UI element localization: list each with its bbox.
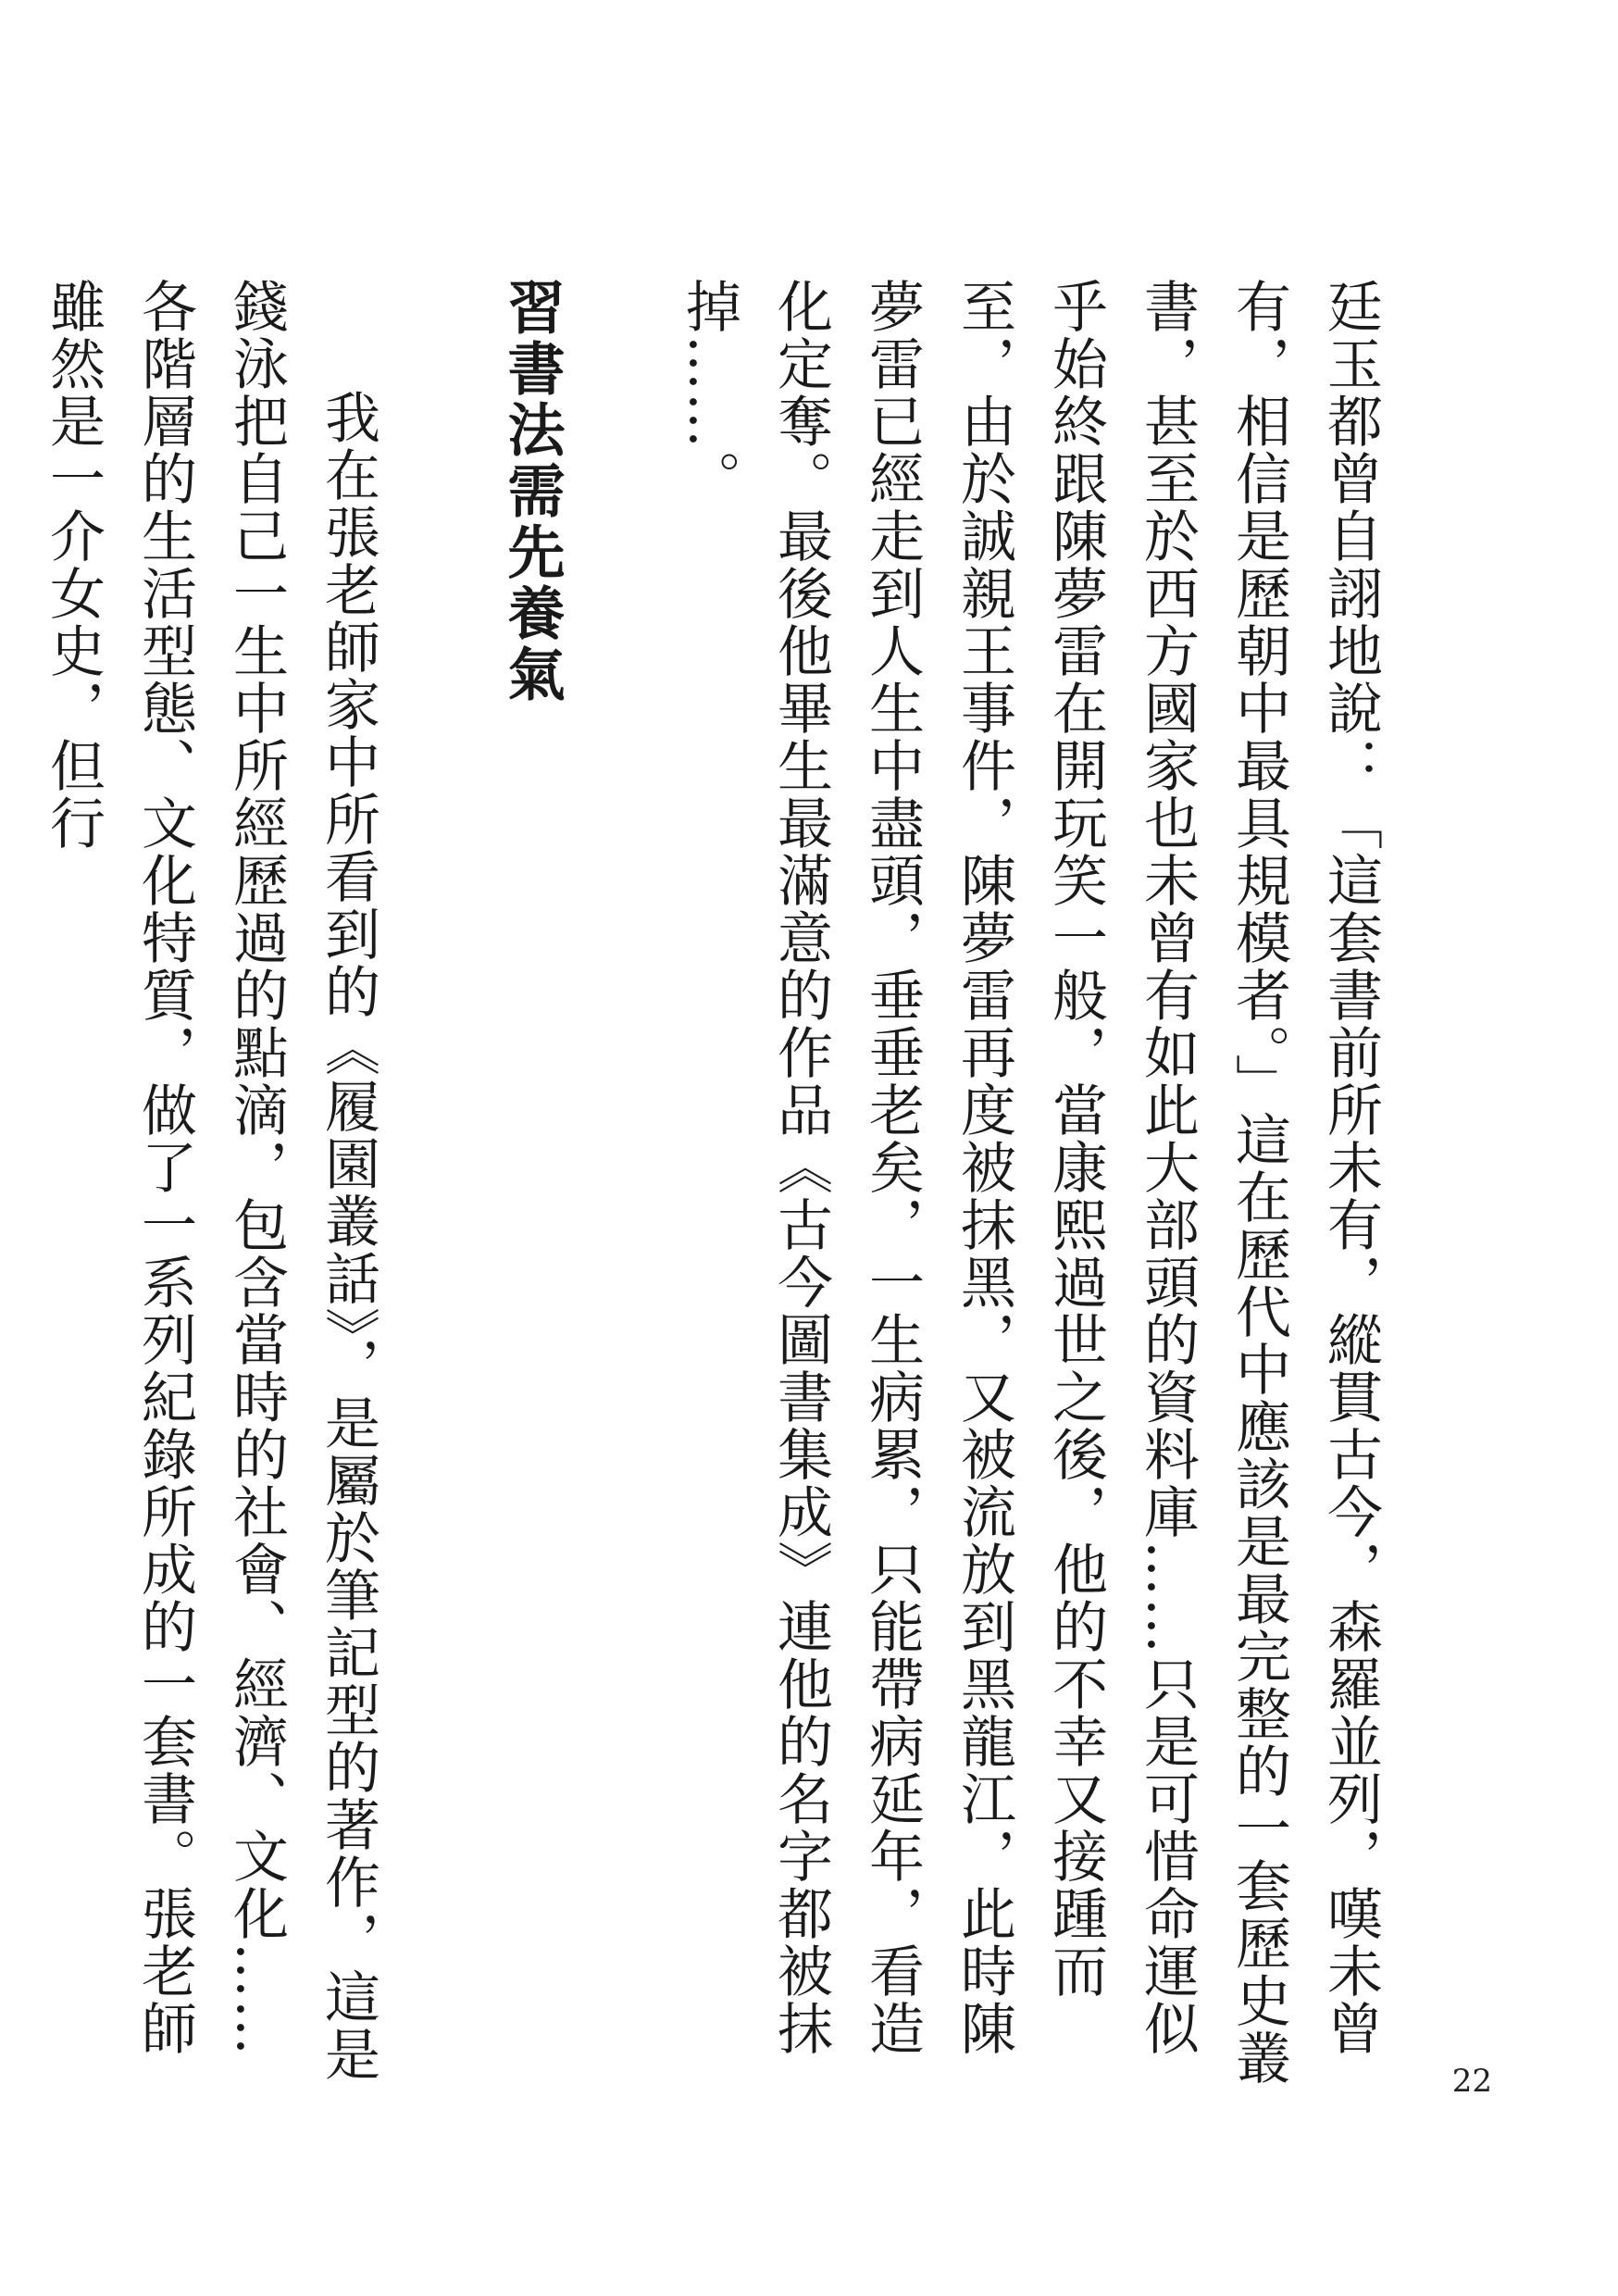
vertical-text-body (27, 278, 1396, 2092)
section-heading: 習書法需先養氣 (498, 278, 566, 705)
page-number: 22 (1451, 2063, 1492, 2100)
paragraph: 我在張老師家中所看到的《履園叢話》，是屬於筆記型的著作，這是錢泳把自己一生中所經歷過的點滴，包含當時的社會、經濟、文化……各階層的生活型態、文化特質，做了一系列紀錄所成的一套書。張老師雖然是一介女史，但行 (41, 278, 380, 2083)
paragraph-continued: 廷玉都曾自詡地說：「這套書前所未有，縱貫古今，森羅並列，嘆未曾有，相信是歷朝中最具規模者。」這在歷代中應該是最完整的一套歷史叢書，甚至於西方國家也未曾有如此大部頭的資料庫……只是可惜命運似乎始終跟陳夢雷在開玩笑一般，當康熙過世之後，他的不幸又接踵而至，由於誠親王事件，陳夢雷再度被抹黑，又被流放到黑龍江，此時陳夢雷已經走到人生中盡頭，垂垂老矣，一生病累，只能帶病延年，看造化定奪。最後他畢生最滿意的作品《古今圖書集成》連他的名字都被抹掉……。 (677, 278, 1383, 2087)
